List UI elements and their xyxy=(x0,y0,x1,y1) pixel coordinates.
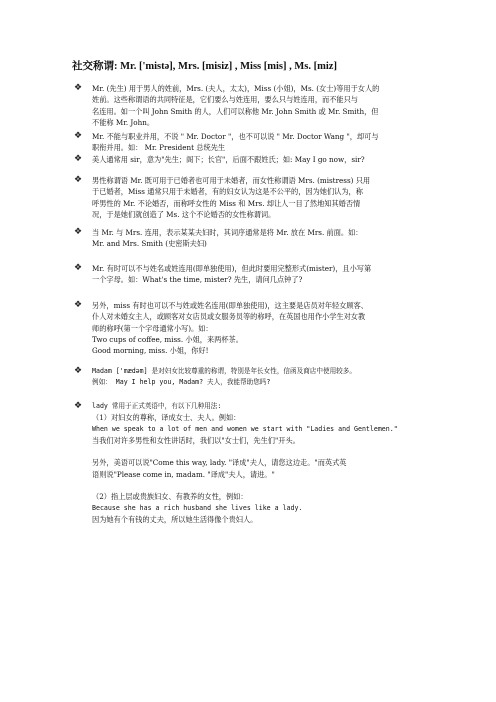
text-line: 仆人对未婚女主人，或顾客对女店员或女服务员等的称呼，在英国也用作小学生对女教 xyxy=(92,312,366,322)
list-item xyxy=(74,263,434,286)
diamond-bullet-icon: ❖ xyxy=(74,83,83,93)
text-line: 另外，miss 有时也可以不与姓或姓名连用(即单独使用)，这主要是店员对年轻女顾客、 xyxy=(92,301,368,310)
text-line: 美人通常用 sir，意为"先生；阁下；长官"，后面不跟姓氏；如: May I go now，sir? xyxy=(92,155,365,164)
text-line: 另外，美语可以说"Come this way, lady. "译成"夫人，请您这边走。"而英式英 xyxy=(92,458,347,468)
list-item xyxy=(74,401,434,525)
list-item xyxy=(74,227,434,250)
text-line: 语则说"Please come in, madam. "译成"夫人，请进。" xyxy=(92,469,275,479)
text-line: Good morning, miss. 小姐，你好! xyxy=(92,346,209,356)
list-item xyxy=(74,131,434,154)
text-line: 于已婚者，Miss 通常只用于未婚者，有的妇女认为这是不公平的，因为她们认为，称 xyxy=(92,187,363,197)
text-line: Mr. 有时可以不与姓名或姓连用(即单独使用)，但此时要用完整形式(mister)，且小写第 xyxy=(92,264,372,273)
text-line: 例如： May I help you, Madam? 夫人，我能帮助您吗? xyxy=(92,378,271,387)
text-line: 职衔并用。如： Mr. President 总统先生 xyxy=(92,143,226,153)
text-line: Mr. and Mrs. Smith (史密斯夫妇) xyxy=(92,239,207,249)
text-line: Madam ['mædəm] 是对妇女比较尊重的称谓，特别是年长女性，信函及商店中使用较多。 xyxy=(92,367,356,375)
list-item xyxy=(74,175,434,220)
text-line: lady 常用于正式英语中，有以下几种用法: xyxy=(92,402,222,410)
diamond-bullet-icon: ❖ xyxy=(74,154,83,164)
list-item xyxy=(74,154,434,165)
diamond-bullet-icon: ❖ xyxy=(74,131,83,141)
text-line: 因为她有个有钱的丈夫，所以她生活得像个贵妇人。 xyxy=(92,514,258,524)
text-line xyxy=(92,446,434,457)
text-line: Because she has a rich husband she lives like a lady. xyxy=(92,503,303,512)
diamond-bullet-icon: ❖ xyxy=(74,300,83,310)
text-line: 当我们对许多男性和女性讲话时，我们以"女士们，先生们"开头。 xyxy=(92,435,300,445)
text-line: 师的称呼(第一个字母通常小写)。如： xyxy=(92,323,213,333)
text-line: Two cups of coffee, miss. 小姐，来两杯茶。 xyxy=(92,334,243,344)
text-line: 一个字母。如：What's the time, mister? 先生，请问几点钟了? xyxy=(92,275,303,285)
diamond-bullet-icon: ❖ xyxy=(74,263,83,273)
list-item xyxy=(74,83,434,128)
text-line: 名连用。如一个叫 John Smith 的人，人们可以称他 Mr. John Smith 或 Mr. Smith，但 xyxy=(92,106,379,116)
text-line: （1）对妇女的尊称，译成女士、夫人。例如： xyxy=(92,413,241,423)
diamond-bullet-icon: ❖ xyxy=(74,227,83,237)
diamond-bullet-icon: ❖ xyxy=(74,401,83,411)
text-line: Mr. (先生) 用于男人的姓前，Mrs. (夫人，太太)，Miss (小姐)，Ms. (女士)等用于女人的 xyxy=(92,84,380,93)
text-line xyxy=(92,480,434,491)
text-line: 姓前。这些称谓语的共同特征是，它们要么与姓连用，要么只与姓连用，而不能只与 xyxy=(92,95,358,105)
text-line: When we speak to a lot of men and women we start with "Ladies and Gentlemen." xyxy=(92,424,398,433)
text-line: 呼男性的 Mr. 不论婚否，而称呼女性的 Miss 和 Mrs. 却让人一目了然地知其婚否情 xyxy=(92,198,361,208)
diamond-bullet-icon: ❖ xyxy=(74,366,83,376)
page-title: 社交称谓: Mr. ['mistə], Mrs. [misiz] , Miss [mis] , Ms. [miz] xyxy=(72,61,337,72)
text-line: Mr. 不能与职业并用，不说 " Mr. Doctor "，也不可以说 " Mr. Doctor Wang "，却可与 xyxy=(92,132,379,141)
text-line: 当 Mr. 与 Mrs. 连用，表示某某夫妇时，其词序通常是将 Mr. 放在 Mrs. 前面。如： xyxy=(92,228,363,237)
text-line: 不能称 Mr. John。 xyxy=(92,117,155,127)
list-item xyxy=(74,300,434,356)
text-line: （2）指上层或贵族妇女、有教养的女性，例如： xyxy=(92,492,248,502)
text-line: 况，于是她们就创造了 Ms. 这个不论婚否的女性称谓词。 xyxy=(92,209,276,219)
list-item xyxy=(74,366,434,389)
diamond-bullet-icon: ❖ xyxy=(74,175,83,185)
text-line: 男性称谓语 Mr. 既可用于已婚者也可用于未婚者，而女性称谓语 Mrs. (mistress) 只用 xyxy=(92,176,371,185)
